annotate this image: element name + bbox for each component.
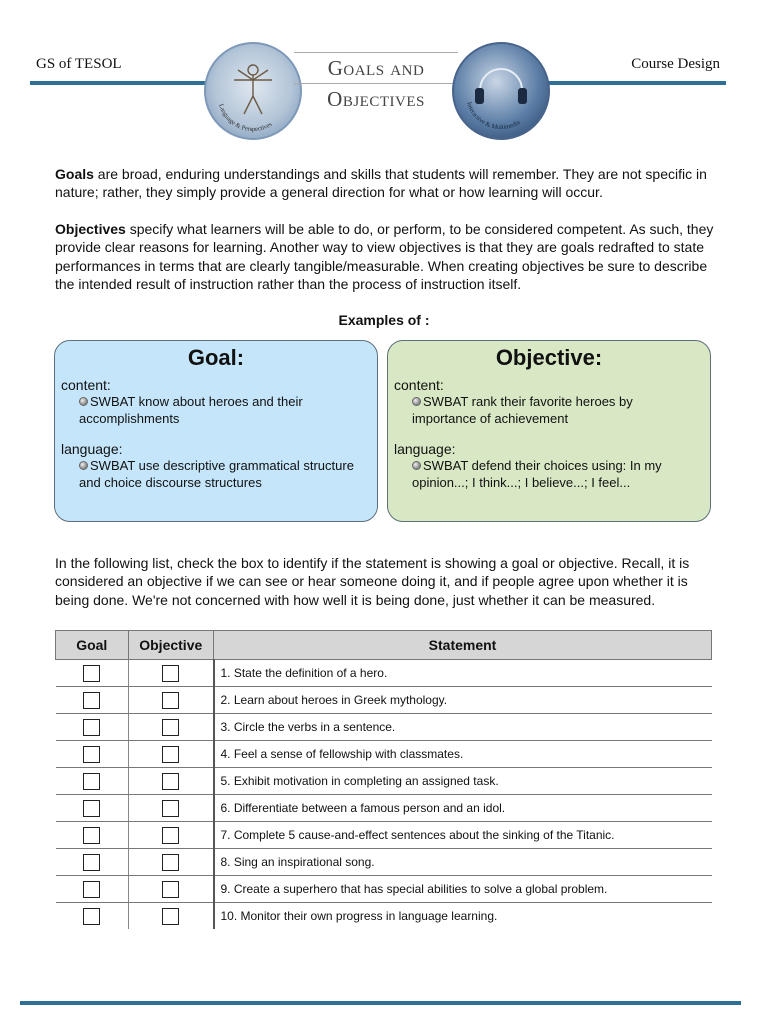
header-rule-right: [546, 81, 726, 85]
objective-content-text: SWBAT rank their favorite heroes by importance of achievement: [412, 394, 633, 426]
statement-text: 9. Create a superhero that has special abilities to solve a global problem.: [214, 876, 712, 903]
goal-checkbox[interactable]: [83, 827, 100, 844]
objective-checkbox[interactable]: [162, 692, 179, 709]
objectives-definition: specify what learners will be able to do, or perform, to be considered competent. As such, they provide clear reasons for learning. Another way to view objectives is that they are goals redrafted to state performances in terms that are clearly tangible/measurable. When creating objectives be sure to describe the intended result of instruction rather than the process of instruction itself.: [55, 221, 714, 292]
column-header-goal: Goal: [56, 631, 129, 660]
objective-checkbox[interactable]: [162, 746, 179, 763]
goal-checkbox[interactable]: [83, 692, 100, 709]
goal-content-label: content:: [61, 377, 111, 393]
statement-text: 1. State the definition of a hero.: [214, 660, 712, 687]
goal-checkbox[interactable]: [83, 881, 100, 898]
svg-text:Interactive & Multimedia: [465, 101, 521, 131]
goals-definition: are broad, enduring understandings and skills that students will remember. They are not specific in nature; rather, they simply provide a general direction for what or how learning will occur.: [55, 166, 707, 201]
multimedia-logo: [452, 42, 550, 140]
table-row: [56, 849, 712, 876]
goal-language-item: [79, 457, 367, 491]
goal-box-title: Goal:: [187, 345, 245, 370]
table-row: [56, 903, 712, 930]
objective-checkbox[interactable]: [162, 719, 179, 736]
objective-checkbox[interactable]: [162, 827, 179, 844]
goal-checkbox[interactable]: [83, 854, 100, 871]
statement-text: 10. Monitor their own progress in language learning.: [220, 909, 498, 923]
statement-text: 4. Feel a sense of fellowship with classmates.: [214, 741, 712, 768]
instructions-paragraph: In the following list, check the box to identify if the statement is showing a goal or objective. Recall, it is considered an objective if we can see or hear someone doing it, and if people agree upon whether it is being done. We're not concerned with how well it is being done, just whether it can be measured.: [55, 555, 690, 608]
objective-content-item: [412, 393, 700, 427]
bullet-icon: [79, 461, 88, 470]
goal-content-item: [79, 393, 367, 427]
objectives-term: Objectives: [55, 221, 126, 237]
statement-text: 7. Complete 5 cause-and-effect sentences about the sinking of the Titanic.: [214, 822, 712, 849]
objectives-paragraph: [55, 220, 720, 293]
objective-checkbox[interactable]: [162, 665, 179, 682]
objective-checkbox[interactable]: [162, 908, 179, 925]
title-line-2: Objectives: [294, 83, 458, 114]
table-row: [56, 822, 712, 849]
goal-language-text: SWBAT use descriptive grammatical structure and choice discourse structures: [79, 458, 354, 490]
svg-text:Language & Perspectives: [217, 103, 274, 133]
bullet-icon: [79, 397, 88, 406]
examples-heading: Examples of :: [338, 312, 430, 328]
headphones-icon: [454, 44, 548, 138]
statement-text: 3. Circle the verbs in a sentence.: [214, 714, 712, 741]
objective-language-label: language:: [394, 441, 456, 457]
table-row: [56, 768, 712, 795]
header-left-label: GS of TESOL: [36, 56, 122, 72]
table-row: [56, 795, 712, 822]
goal-objective-table: [55, 630, 712, 929]
bullet-icon: [412, 461, 421, 470]
goal-checkbox[interactable]: [83, 800, 100, 817]
goal-checkbox[interactable]: [83, 773, 100, 790]
objective-example-box: [387, 340, 711, 522]
vitruvian-logo: [204, 42, 302, 140]
bullet-icon: [412, 397, 421, 406]
goal-language-label: language:: [61, 441, 123, 457]
vitruvian-man-icon: [206, 44, 300, 138]
objective-checkbox[interactable]: [162, 881, 179, 898]
statement-text: 2. Learn about heroes in Greek mythology.: [214, 687, 712, 714]
goal-example-box: [54, 340, 378, 522]
table-row: [56, 660, 712, 687]
objective-checkbox[interactable]: [162, 773, 179, 790]
goals-paragraph: [55, 165, 720, 202]
objective-language-item: [412, 457, 700, 491]
goals-term: Goals: [55, 166, 94, 182]
page-title: [294, 52, 458, 115]
table-row: [56, 876, 712, 903]
header-rule-left: [30, 81, 206, 85]
header-right-label: Course Design: [631, 56, 720, 72]
objective-checkbox[interactable]: [162, 800, 179, 817]
column-header-objective: Objective: [128, 631, 214, 660]
table-header-row: [56, 631, 712, 660]
logo-left-text: Language & Perspectives: [217, 103, 274, 134]
objective-box-title: Objective:: [495, 345, 603, 370]
column-header-statement: Statement: [214, 631, 712, 660]
goal-checkbox[interactable]: [83, 908, 100, 925]
goal-checkbox[interactable]: [83, 719, 100, 736]
goal-checkbox[interactable]: [83, 746, 100, 763]
goal-content-text: SWBAT know about heroes and their accomplishments: [79, 394, 303, 426]
objective-checkbox[interactable]: [162, 854, 179, 871]
table-row: [56, 741, 712, 768]
table-row: [56, 687, 712, 714]
statement-text: 5. Exhibit motivation in completing an assigned task.: [214, 768, 712, 795]
objective-language-text: SWBAT defend their choices using: In my opinion...; I think...; I believe...; I feel...: [412, 458, 662, 490]
goal-checkbox[interactable]: [83, 665, 100, 682]
statement-text: 6. Differentiate between a famous person and an idol.: [214, 795, 712, 822]
objective-content-label: content:: [394, 377, 444, 393]
statement-text: 8. Sing an inspirational song.: [214, 849, 712, 876]
logo-right-text: Interactive & Multimedia: [465, 101, 522, 132]
title-line-1: Goals and: [327, 56, 425, 80]
footer-rule: [20, 1001, 741, 1005]
table-row: [56, 714, 712, 741]
